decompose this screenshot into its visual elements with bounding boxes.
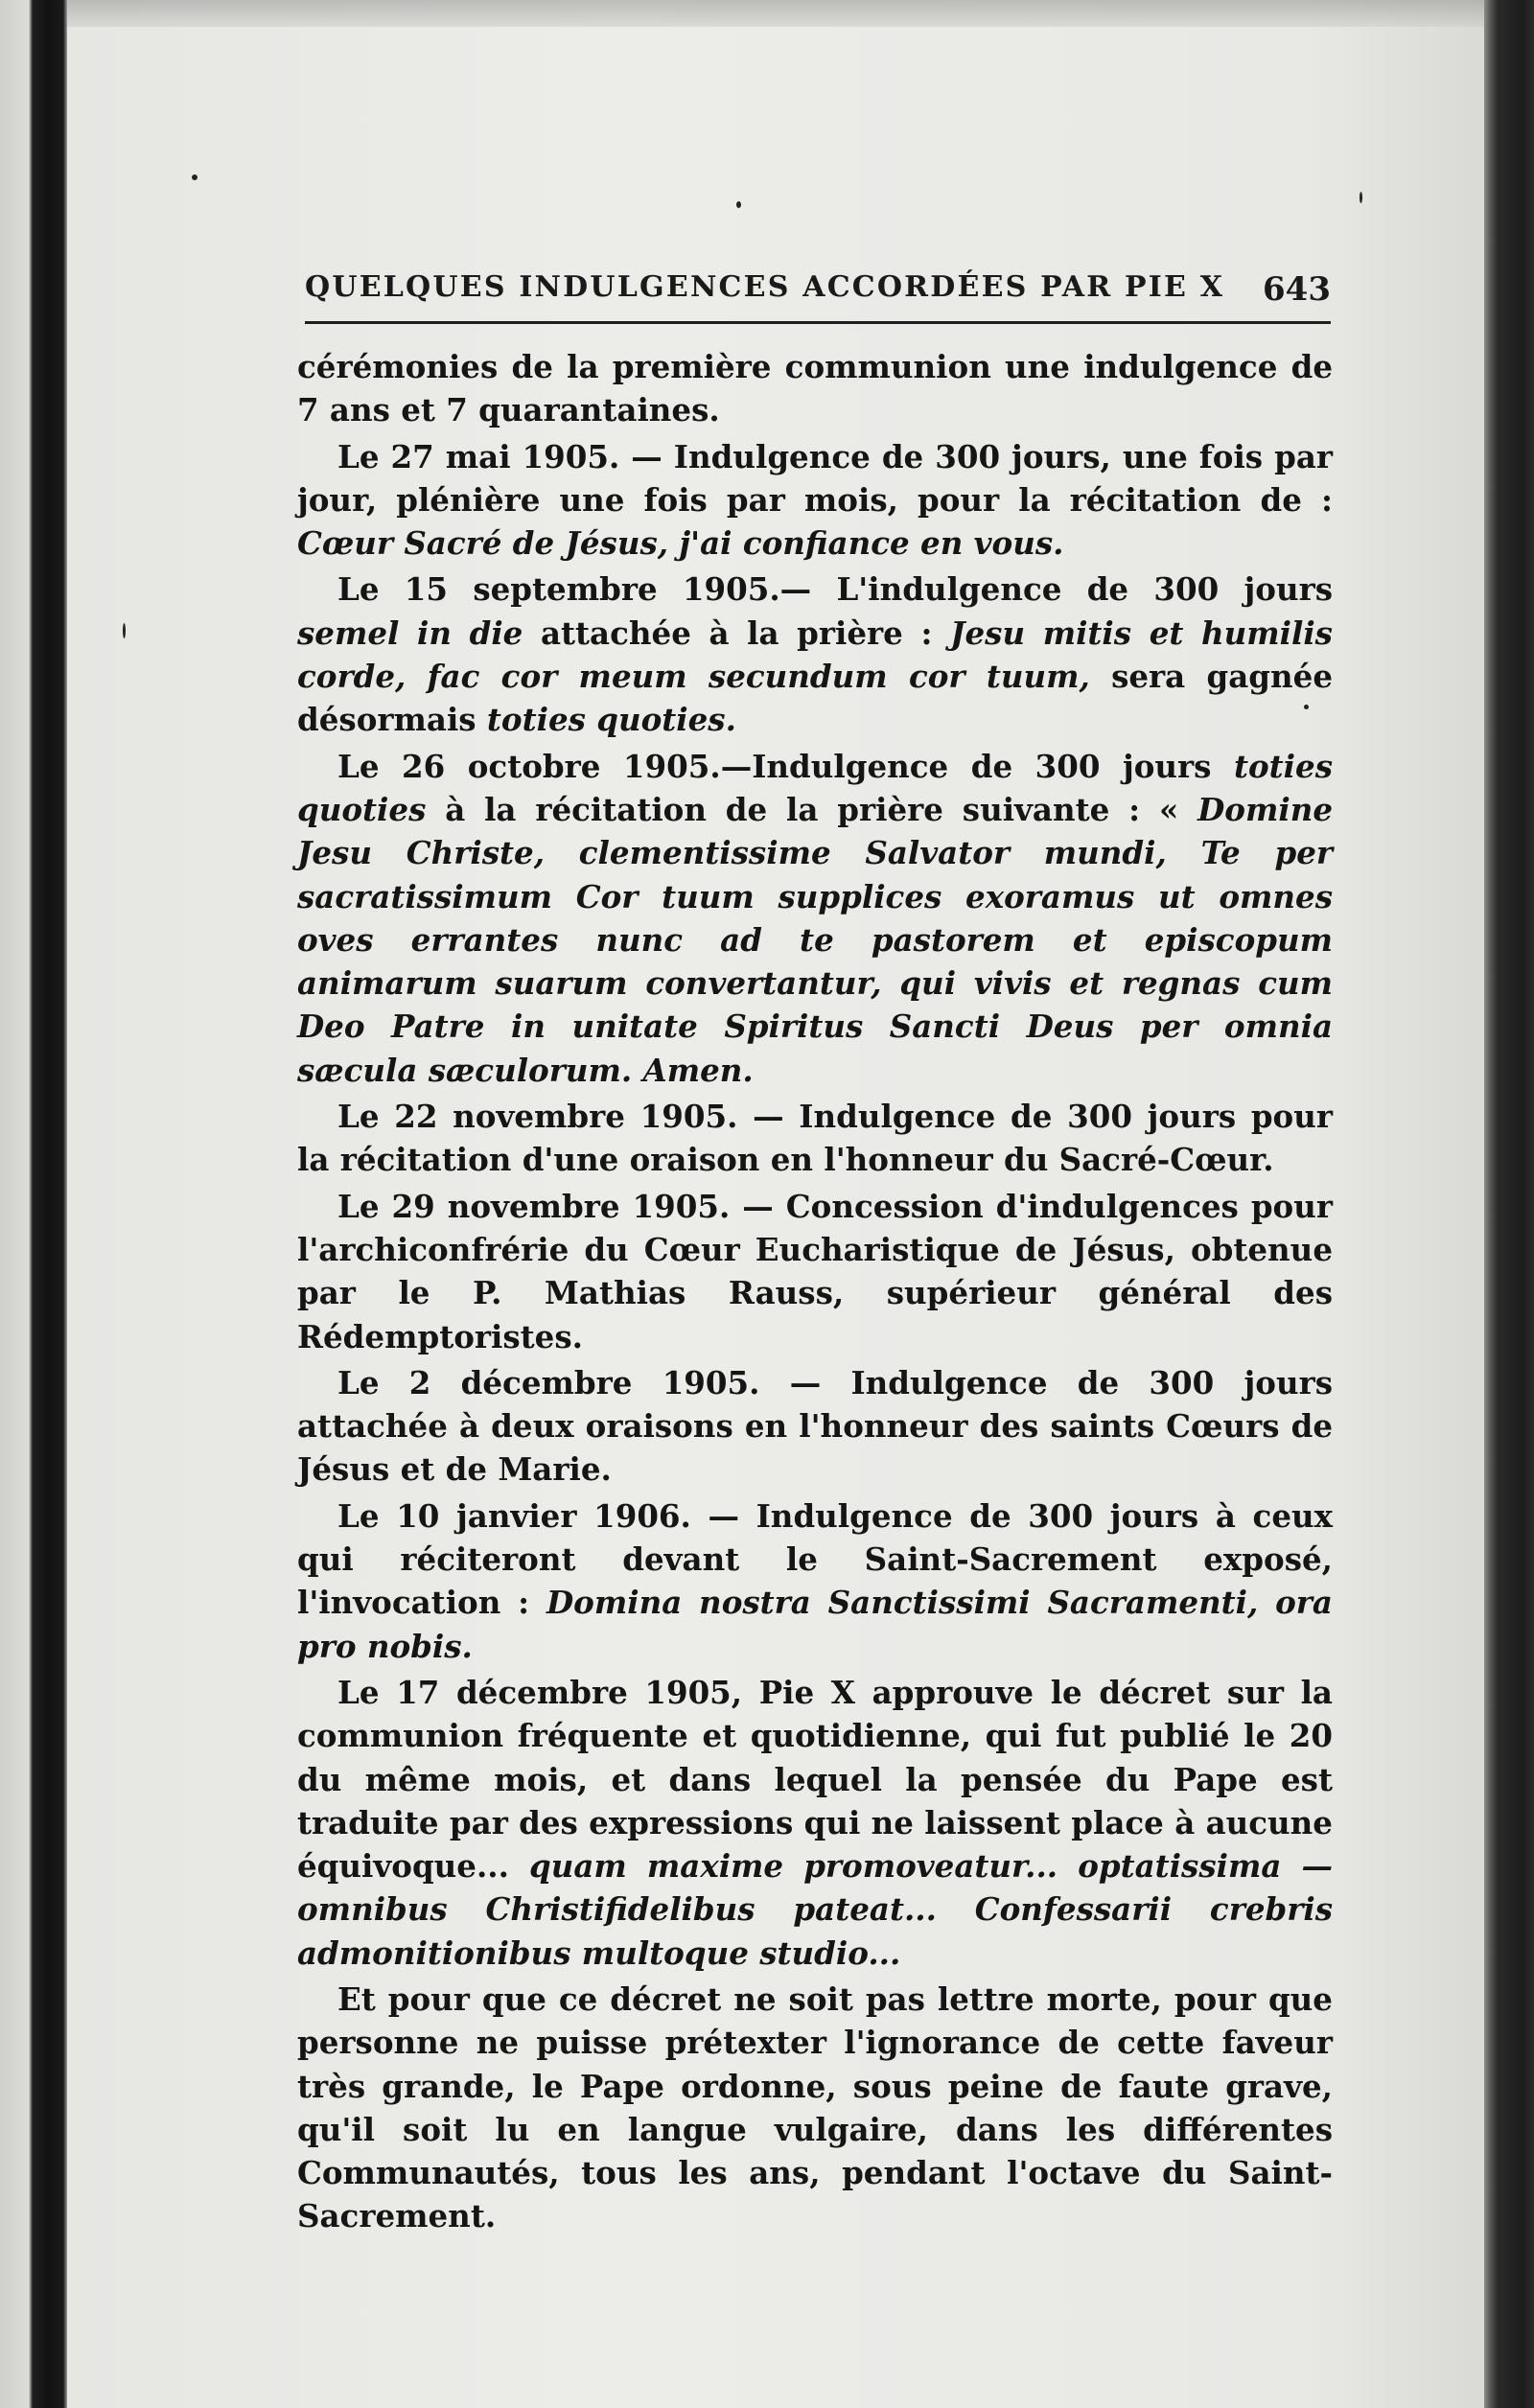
- paragraph-26-octobre-1905: [297, 745, 1333, 1092]
- italic-invocation: Cœur Sacré de Jésus, j'ai confiance en vous.: [297, 524, 1064, 563]
- paragraph-text: cérémonies de la première communion une indulgence de 7 ans et 7 quarantaines.: [297, 348, 1333, 429]
- paragraph-22-novembre-1905: [297, 1095, 1333, 1182]
- italic-latin: toties quoties.: [486, 701, 736, 739]
- running-title: QUELQUES INDULGENCES ACCORDÉES PAR PIE X: [305, 270, 1225, 304]
- paragraph-text: attachée à la prière :: [523, 614, 951, 652]
- italic-latin: toties quoties: [297, 747, 1333, 828]
- paragraph-text: Le 15 septembre 1905.— L'indulgence de 300 jours: [337, 570, 1333, 609]
- paragraph-text: Le 27 mai 1905. — Indulgence de 300 jours, une fois par jour, plénière une fois par mois, pour la récitation de :: [297, 437, 1333, 519]
- paragraph-text: à la récitation de la prière suivante : «: [426, 790, 1198, 828]
- page-edge-shadow: [1484, 0, 1534, 2408]
- italic-invocation: Domina nostra Sanctissimi Sacramenti, ora pro nobis.: [297, 1584, 1333, 1665]
- paragraph-text: Le 26 octobre 1905.—Indulgence de 300 jours: [337, 747, 1234, 785]
- page-number: 643: [1263, 270, 1331, 309]
- page-body-text: [297, 345, 1333, 2241]
- paragraph-continuation: [297, 345, 1333, 432]
- italic-latin: semel in die: [297, 614, 523, 652]
- paragraph-decret-lecture: [297, 1978, 1333, 2238]
- paragraph-15-septembre-1905: [297, 567, 1333, 741]
- italic-latin-quote: quam maxime promoveatur... optatissima — omnibus Christifidelibus pateat... Confessarii crebris admonitionibus multoque studio...: [297, 1847, 1333, 1972]
- paragraph-text: Le 2 décembre 1905. — Indulgence de 300 jours attachée à deux oraisons en l'honneur des saints Cœurs de Jésus et de Marie.: [297, 1363, 1333, 1489]
- running-header: [305, 270, 1331, 313]
- book-spine-shadow: [0, 0, 67, 2408]
- paragraph-27-mai-1905: [297, 435, 1333, 566]
- italic-prayer: Domine Jesu Christe, clementissime Salvator mundi, Te per sacratissimum Cor tuum supplices exoramus ut omnes oves errantes nunc ad te pastorem et episcopum animarum suarum convertantur, qui vivis et regnas cum Deo Patre in unitate Spiritus Sancti Deus per omnia sæcula sæculorum. Amen.: [297, 790, 1333, 1089]
- paragraph-text: Le 10 janvier 1906. — Indulgence de 300 jours à ceux qui réciteront devant le Saint-Sacrement exposé, l'invocation :: [297, 1496, 1333, 1622]
- paragraph-text: Le 17 décembre 1905, Pie X approuve le décret sur la communion fréquente et quotidienne, qui fut publié le 20 du même mois, et dans lequel la pensée du Pape est traduite par des expressions qui ne laissent place à aucune équivoque...: [297, 1673, 1333, 1886]
- paragraph-text: Le 29 novembre 1905. — Concession d'indulgences pour l'archiconfrérie du Cœur Eucharistique de Jésus, obtenue par le P. Mathias Rauss, supérieur général des Rédemptoristes.: [297, 1187, 1333, 1355]
- paragraph-text: sera gagnée désormais: [297, 658, 1333, 739]
- italic-prayer: Jesu mitis et humilis corde, fac cor meum secundum cor tuum,: [297, 614, 1333, 696]
- header-rule: [305, 321, 1331, 324]
- paragraph-17-decembre-1905: [297, 1671, 1333, 1975]
- paragraph-text: Et pour que ce décret ne soit pas lettre morte, pour que personne ne puisse prétexter l'ignorance de cette faveur très grande, le Pape ordonne, sous peine de faute grave, qu'il soit lu en langue vulgaire, dans les différentes Communautés, tous les ans, pendant l'octave du Saint-Sacrement.: [297, 1980, 1333, 2235]
- paragraph-10-janvier-1906: [297, 1494, 1333, 1668]
- scan-speck: [123, 623, 126, 638]
- paragraph-29-novembre-1905: [297, 1185, 1333, 1358]
- book-page: [163, 0, 1476, 2408]
- paragraph-2-decembre-1905: [297, 1361, 1333, 1492]
- paragraph-text: Le 22 novembre 1905. — Indulgence de 300 jours pour la récitation d'une oraison en l'honneur du Sacré-Cœur.: [297, 1098, 1333, 1179]
